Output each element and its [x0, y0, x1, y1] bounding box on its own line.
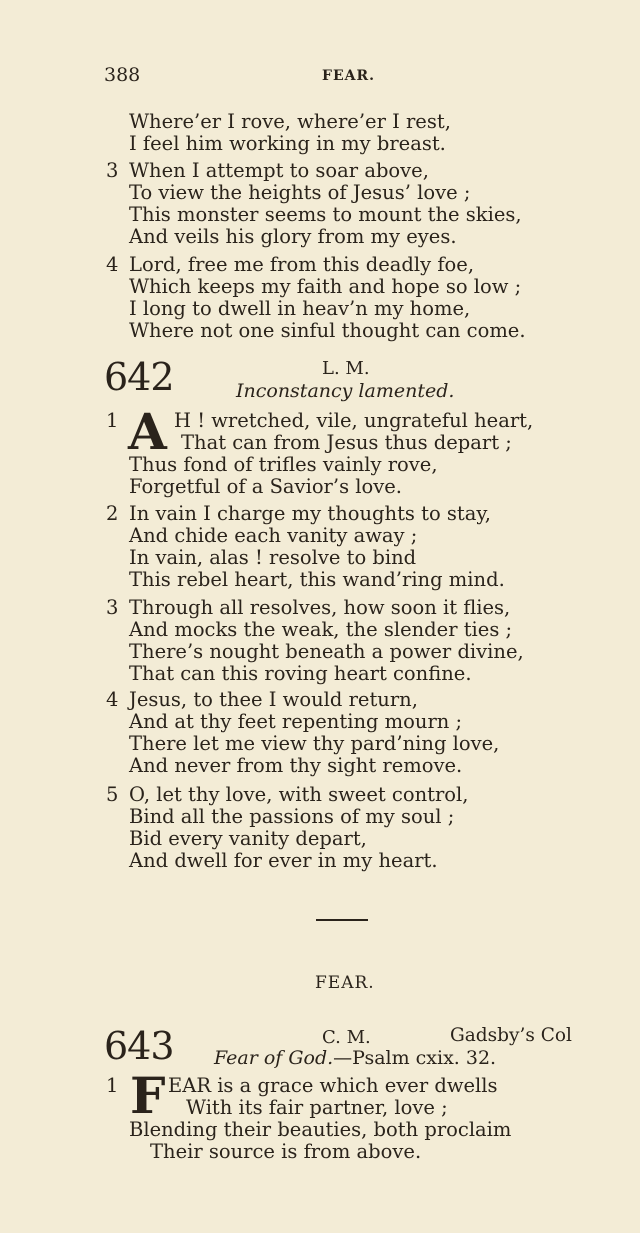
hymn-subtitle: Inconstancy lamented.	[236, 380, 455, 402]
verse-line: To view the heights of Jesus’ love ;	[129, 181, 471, 204]
verse-line: That can from Jesus thus depart ;	[181, 431, 512, 454]
running-title: FEAR.	[322, 68, 375, 84]
verse-number: 1	[106, 409, 119, 432]
hymn-number: 642	[104, 355, 174, 399]
verse-line: Thus fond of trifles vainly rove,	[129, 453, 438, 476]
verse-line: There let me view thy pard’ning love,	[129, 732, 500, 755]
verse-line: Which keeps my faith and hope so low ;	[129, 275, 522, 298]
verse-line: Jesus, to thee I would return,	[129, 688, 418, 711]
verse-line: I long to dwell in heav’n my home,	[129, 297, 471, 320]
verse-line: That can this roving heart confine.	[129, 662, 472, 685]
verse-number: 4	[106, 688, 119, 711]
section-heading: FEAR.	[315, 973, 375, 993]
verse-number: 5	[106, 783, 119, 806]
verse-line: Forgetful of a Savior’s love.	[129, 475, 403, 498]
section-divider	[316, 919, 368, 921]
drop-cap: F	[130, 1066, 166, 1125]
verse-line: And at thy feet repenting mourn ;	[129, 710, 463, 733]
hymn-meter: C. M.	[322, 1027, 371, 1048]
verse-line: With its fair partner, love ;	[186, 1096, 448, 1119]
verse-line: In vain I charge my thoughts to stay,	[129, 502, 491, 525]
hymn-number: 643	[104, 1024, 174, 1068]
verse-line: And chide each vanity away ;	[129, 524, 418, 547]
verse-line: Through all resolves, how soon it flies,	[129, 596, 511, 619]
verse-line: And dwell for ever in my heart.	[129, 849, 438, 872]
verse-line: And never from thy sight remove.	[129, 754, 463, 777]
verse-line: Where’er I rove, where’er I rest,	[129, 110, 451, 133]
verse-line: Blending their beauties, both proclaim	[129, 1118, 512, 1141]
verse-number: 3	[106, 596, 119, 619]
verse-number: 3	[106, 159, 119, 182]
verse-line: This rebel heart, this wand’ring mind.	[129, 568, 505, 591]
verse-line: And mocks the weak, the slender ties ;	[129, 618, 513, 641]
page-number: 388	[104, 64, 141, 86]
verse-line: Where not one sinful thought can come.	[129, 319, 526, 342]
verse-line: And veils his glory from my eyes.	[129, 225, 457, 248]
hymn-subtitle-line	[214, 1047, 496, 1069]
verse-line: When I attempt to soar above,	[129, 159, 429, 182]
verse-line: H ! wretched, vile, ungrateful heart,	[174, 409, 534, 432]
verse-line: There’s nought beneath a power divine,	[129, 640, 524, 663]
verse-number: 2	[106, 502, 119, 525]
verse-line: I feel him working in my breast.	[129, 132, 446, 155]
verse-number: 1	[106, 1074, 119, 1097]
verse-line: Bid every vanity depart,	[129, 827, 367, 850]
verse-line: In vain, alas ! resolve to bind	[129, 546, 417, 569]
verse-line: EAR is a grace which ever dwells	[168, 1074, 498, 1097]
verse-line: Lord, free me from this deadly foe,	[129, 253, 475, 276]
verse-line: Their source is from above.	[150, 1140, 422, 1163]
hymn-source: Gadsby’s Col	[450, 1025, 572, 1046]
hymn-subtitle: Fear of God.	[214, 1047, 334, 1069]
verse-line: This monster seems to mount the skies,	[129, 203, 522, 226]
drop-cap: A	[128, 402, 167, 461]
hymn-meter: L. M.	[322, 358, 370, 379]
verse-line: Bind all the passions of my soul ;	[129, 805, 455, 828]
verse-line: O, let thy love, with sweet control,	[129, 783, 469, 806]
verse-number: 4	[106, 253, 119, 276]
scripture-reference: —Psalm cxix. 32.	[333, 1047, 497, 1069]
